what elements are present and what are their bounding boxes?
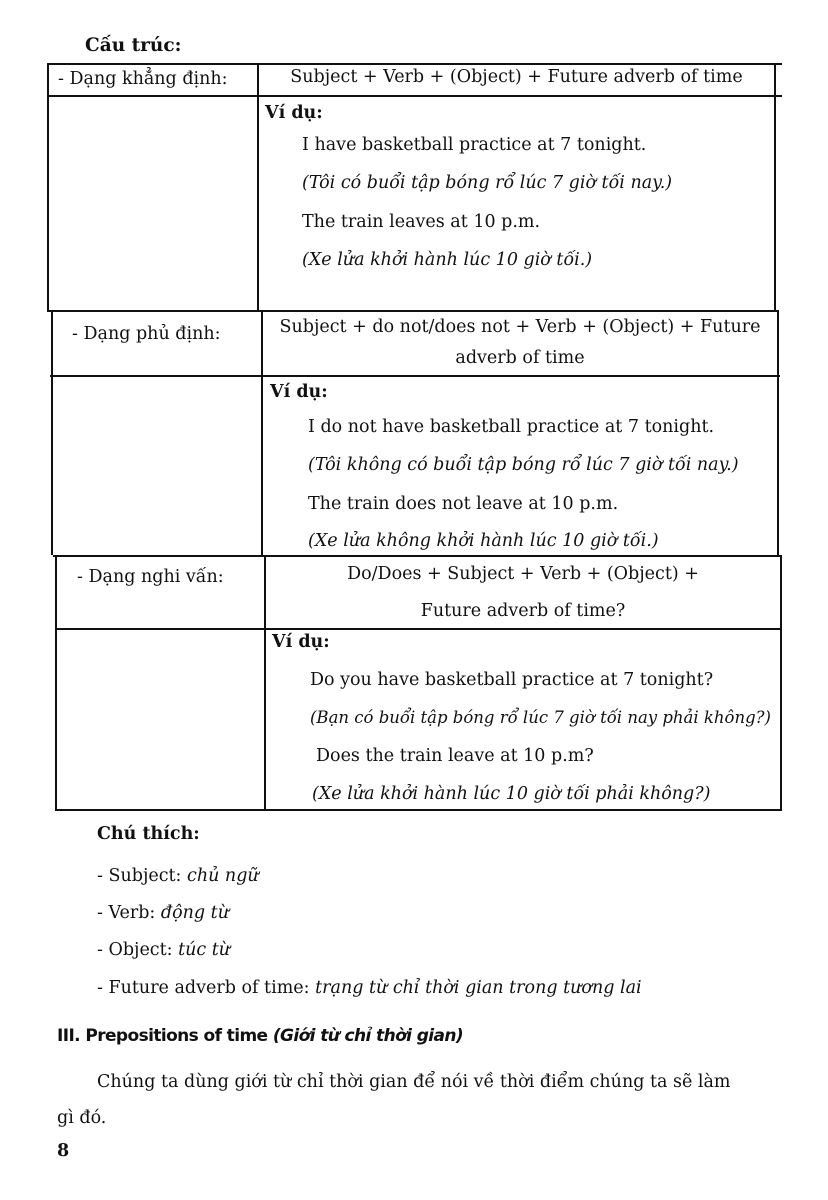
interrogative-formula-line2: Future adverb of time? [420, 601, 626, 621]
example-label: Ví dụ: [270, 382, 328, 402]
section-heading: III. Prepositions of time (Giới từ chỉ thời gian) [57, 1026, 464, 1046]
interrogative-label: - Dạng nghi vấn: [77, 567, 224, 587]
negative-formula-line1: Subject + do not/does not + Verb + (Object) + Future [279, 317, 761, 337]
note-item: - Subject: chủ ngữ [97, 866, 259, 886]
example-translation: (Bạn có buổi tập bóng rổ lúc 7 giờ tối nay phải không?) [310, 708, 771, 727]
example-label: Ví dụ: [265, 103, 323, 123]
note-item: - Object: túc từ [97, 940, 231, 960]
negative-formula-line2: adverb of time [455, 348, 585, 368]
example-sentence: I have basketball practice at 7 tonight. [302, 135, 647, 155]
negative-label: - Dạng phủ định: [72, 324, 221, 344]
affirmative-formula: Subject + Verb + (Object) + Future adverb of time [290, 67, 743, 87]
interrogative-formula-line1: Do/Does + Subject + Verb + (Object) + [347, 564, 699, 584]
example-translation: (Tôi có buổi tập bóng rổ lúc 7 giờ tối nay.) [302, 173, 673, 193]
notes-title: Chú thích: [97, 824, 200, 844]
example-sentence: Do you have basketball practice at 7 tonight? [310, 670, 714, 690]
example-sentence: The train leaves at 10 p.m. [302, 212, 541, 232]
note-item: - Verb: động từ [97, 903, 229, 923]
example-sentence: I do not have basketball practice at 7 tonight. [308, 417, 715, 437]
example-label: Ví dụ: [272, 632, 330, 652]
note-item: - Future adverb of time: trạng từ chỉ thời gian trong tương lai [97, 978, 642, 998]
structure-title: Cấu trúc: [85, 35, 182, 56]
example-translation: (Xe lửa khởi hành lúc 10 giờ tối phải không?) [312, 784, 711, 804]
example-translation: (Tôi không có buổi tập bóng rổ lúc 7 giờ tối nay.) [308, 455, 739, 475]
section-paragraph-line2: gì đó. [57, 1108, 107, 1128]
example-sentence: The train does not leave at 10 p.m. [308, 494, 619, 514]
affirmative-label: - Dạng khẳng định: [58, 69, 228, 89]
example-translation: (Xe lửa khởi hành lúc 10 giờ tối.) [302, 250, 593, 270]
example-translation: (Xe lửa không khởi hành lúc 10 giờ tối.) [308, 531, 659, 551]
example-sentence: Does the train leave at 10 p.m? [316, 746, 594, 766]
page-number: 8 [57, 1141, 70, 1161]
section-paragraph-line1: Chúng ta dùng giới từ chỉ thời gian để nói về thời điểm chúng ta sẽ làm [97, 1072, 731, 1092]
